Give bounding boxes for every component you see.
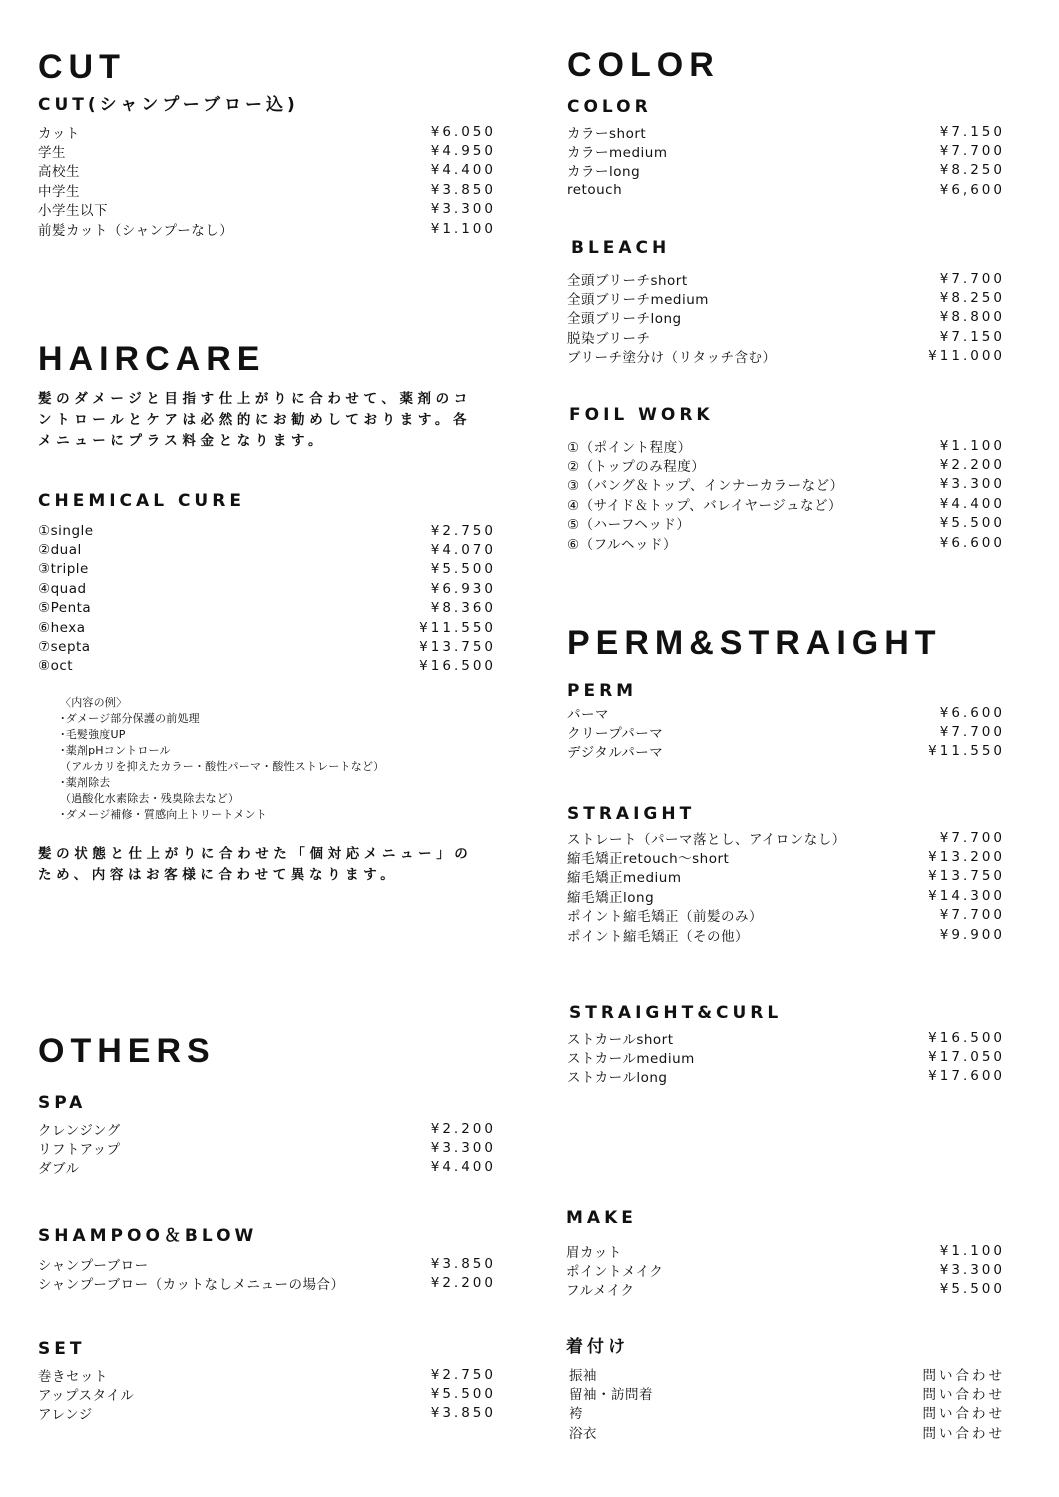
menu-item-name: ①single: [38, 522, 94, 539]
note-line: ･薬剤除去: [60, 776, 111, 789]
menu-item-price: ¥3.300: [430, 1140, 496, 1157]
menu-item-name: シャンプーブロー（カットなしメニューの場合）: [38, 1277, 345, 1294]
make-menu: [566, 1241, 1005, 1299]
note-line: （アルカリを抑えたカラー・酸性パーマ・酸性ストレートなど）: [60, 760, 385, 773]
menu-item-price: ¥7.150: [939, 328, 1005, 345]
menu-item: [569, 1422, 1005, 1441]
menu-item: [567, 514, 1005, 533]
menu-item: [567, 494, 1005, 513]
chemical-cure-heading: CHEMICAL CURE: [38, 491, 245, 511]
spa-menu: [38, 1119, 496, 1177]
menu-item-price: ¥1.100: [939, 437, 1005, 454]
menu-item-price: ¥7.700: [939, 724, 1005, 741]
menu-item-price: ¥17.600: [928, 1068, 1005, 1085]
cut-heading: CUT: [38, 48, 126, 86]
menu-item-name: 縮毛矯正retouch〜short: [567, 851, 730, 868]
menu-item-price: ¥8.800: [939, 309, 1005, 326]
menu-item: [38, 1158, 496, 1177]
menu-item-name: デジタルパーマ: [567, 745, 664, 762]
foil-work-menu: [567, 436, 1005, 552]
note-line: ･毛髪強度UP: [60, 728, 126, 741]
menu-item-name: 全頭ブリーチmedium: [567, 292, 709, 309]
menu-item: [38, 637, 496, 656]
menu-item-name: アレンジ: [38, 1407, 93, 1424]
menu-item: [567, 906, 1005, 925]
straight-menu: [567, 828, 1005, 944]
note-line: 〈内容の例〉: [60, 696, 128, 709]
menu-item-price: ¥2.750: [430, 522, 496, 539]
menu-item: [567, 455, 1005, 474]
menu-item-price: ¥11.550: [419, 619, 496, 636]
menu-item: [38, 1273, 496, 1292]
menu-item: [38, 1119, 496, 1138]
menu-item: [38, 521, 496, 540]
kitsuke-heading: 着付け: [566, 1337, 629, 1357]
menu-item-price: ¥2.750: [430, 1366, 496, 1383]
menu-item-price: ¥7.700: [939, 829, 1005, 846]
menu-item: [38, 579, 496, 598]
foil-work-heading: FOIL WORK: [569, 405, 714, 425]
menu-item: [38, 200, 496, 219]
menu-item-price: ¥13.750: [928, 868, 1005, 885]
menu-item: [38, 599, 496, 618]
menu-item-price: ¥6.050: [430, 123, 496, 140]
menu-item-price: ¥11.550: [928, 743, 1005, 760]
menu-item-name: ブリーチ塗分け（リタッチ含む）: [567, 350, 777, 367]
menu-item: [567, 269, 1005, 288]
menu-item-price: ¥13.750: [419, 639, 496, 656]
menu-item-name: 留袖・訪問着: [569, 1387, 653, 1404]
menu-item-price: 問い合わせ: [922, 1367, 1005, 1384]
menu-item-name: パーマ: [567, 706, 609, 723]
menu-item-name: 縮毛矯正medium: [567, 870, 682, 887]
perm-menu: [567, 703, 1005, 761]
menu-item-price: 問い合わせ: [922, 1387, 1005, 1404]
others-heading: OTHERS: [38, 1032, 216, 1070]
menu-item-name: カラーmedium: [567, 145, 668, 162]
menu-item: [567, 475, 1005, 494]
menu-item-name: 巻きセット: [38, 1368, 108, 1385]
menu-item-price: ¥6.600: [939, 704, 1005, 721]
menu-item-name: ストレート（パーマ落とし、アイロンなし）: [567, 831, 846, 848]
menu-item: [38, 560, 496, 579]
menu-item-price: ¥1.100: [939, 1242, 1005, 1259]
menu-item-price: ¥5.500: [430, 1386, 496, 1403]
menu-item: [567, 742, 1005, 761]
menu-item-price: ¥3.300: [939, 1262, 1005, 1279]
menu-item-price: ¥4.400: [430, 162, 496, 179]
note-line: ･薬剤pHコントロール: [60, 744, 171, 757]
menu-item: [567, 180, 1005, 199]
menu-item: [566, 1280, 1005, 1299]
menu-item-name: 振袖: [569, 1367, 597, 1384]
menu-item-price: ¥2.200: [430, 1120, 496, 1137]
menu-item-name: ストカールlong: [567, 1070, 668, 1087]
menu-item-price: ¥6,600: [939, 181, 1005, 198]
menu-item: [38, 1138, 496, 1157]
menu-item: [38, 1384, 496, 1403]
menu-item: [567, 288, 1005, 307]
perm-heading: PERM: [567, 681, 638, 701]
menu-item-price: ¥16.500: [928, 1029, 1005, 1046]
menu-item: [567, 327, 1005, 346]
menu-item: [567, 828, 1005, 847]
menu-item: [38, 141, 496, 160]
menu-item-name: 袴: [569, 1406, 583, 1423]
menu-item-name: ⑥（フルヘッド）: [567, 536, 678, 553]
menu-item: [567, 1028, 1005, 1047]
menu-item-price: ¥6.930: [430, 580, 496, 597]
menu-item-price: ¥13.200: [928, 849, 1005, 866]
haircare-heading: HAIRCARE: [38, 340, 266, 378]
menu-item-price: ¥9.900: [939, 926, 1005, 943]
menu-item-name: ③（バング＆トップ、インナーカラーなど）: [567, 478, 844, 495]
menu-item: [569, 1403, 1005, 1422]
note-line: ･ダメージ部分保護の前処理: [60, 712, 200, 725]
menu-item-name: 学生: [38, 145, 66, 162]
spa-heading: SPA: [38, 1093, 87, 1113]
menu-item-price: ¥2.200: [939, 457, 1005, 474]
set-menu: [38, 1365, 496, 1423]
menu-item-name: retouch: [567, 181, 623, 198]
menu-item: [566, 1241, 1005, 1260]
note-line: （過酸化水素除去・残臭除去など）: [60, 792, 240, 805]
menu-item-name: 浴衣: [569, 1425, 597, 1442]
chemical-cure-menu: [38, 521, 496, 676]
menu-item-name: ダブル: [38, 1161, 80, 1178]
haircare-notes: [60, 695, 384, 823]
menu-item-price: ¥7.700: [939, 270, 1005, 287]
menu-item-price: ¥1.100: [430, 220, 496, 237]
menu-item: [38, 657, 496, 676]
menu-item: [567, 161, 1005, 180]
note-line: ･ダメージ補修・質感向上トリートメント: [60, 808, 267, 821]
menu-item: [567, 308, 1005, 327]
menu-item-name: カラーlong: [567, 164, 641, 181]
menu-item: [38, 1254, 496, 1273]
menu-item-price: ¥14.300: [928, 887, 1005, 904]
menu-item-name: ①（ポイント程度）: [567, 439, 692, 456]
menu-item-price: ¥3.850: [430, 1255, 496, 1272]
menu-item: [38, 1365, 496, 1384]
menu-item: [567, 886, 1005, 905]
menu-item-price: ¥2.200: [430, 1275, 496, 1292]
menu-item: [569, 1364, 1005, 1383]
menu-item-name: ⑦septa: [38, 639, 91, 656]
menu-item-name: カット: [38, 125, 80, 142]
menu-item: [38, 161, 496, 180]
menu-item-price: ¥3.850: [430, 1405, 496, 1422]
menu-item-price: ¥7.700: [939, 143, 1005, 160]
menu-item-name: ⑤Penta: [38, 600, 92, 617]
menu-item-name: ⑧oct: [38, 658, 74, 675]
perm-straight-heading: PERM&STRAIGHT: [567, 624, 942, 662]
menu-item: [567, 141, 1005, 160]
menu-item-name: 縮毛矯正long: [567, 889, 655, 906]
menu-item-name: カラーshort: [567, 125, 647, 142]
menu-item-name: ②dual: [38, 542, 82, 559]
menu-item-price: ¥5.500: [939, 1281, 1005, 1298]
menu-item-name: 小学生以下: [38, 203, 108, 220]
menu-item-name: ⑥hexa: [38, 619, 86, 636]
color-subheading: COLOR: [567, 97, 652, 117]
menu-item-name: ポイントメイク: [566, 1264, 664, 1281]
menu-item-name: ストカールshort: [567, 1031, 674, 1048]
menu-item-price: ¥8.360: [430, 600, 496, 617]
menu-item: [567, 1067, 1005, 1086]
menu-item-price: ¥11.000: [928, 348, 1005, 365]
menu-item: [38, 122, 496, 141]
menu-item: [567, 1047, 1005, 1066]
color-heading: COLOR: [567, 46, 720, 84]
menu-item-price: ¥8.250: [939, 290, 1005, 307]
menu-item-name: 全頭ブリーチshort: [567, 272, 688, 289]
menu-item: [569, 1383, 1005, 1402]
menu-item-name: シャンプーブロー: [38, 1257, 149, 1274]
menu-item: [567, 703, 1005, 722]
menu-item-name: 脱染ブリーチ: [567, 330, 651, 347]
color-menu: [567, 122, 1005, 200]
menu-item: [567, 436, 1005, 455]
menu-item-name: 全頭ブリーチlong: [567, 311, 682, 328]
straight-heading: STRAIGHT: [567, 804, 696, 824]
menu-item-price: ¥3.300: [430, 201, 496, 218]
kitsuke-menu: [569, 1364, 1005, 1442]
menu-item-price: ¥6.600: [939, 534, 1005, 551]
menu-item-price: ¥8.250: [939, 162, 1005, 179]
menu-item: [38, 219, 496, 238]
menu-item-price: ¥3.300: [939, 476, 1005, 493]
make-heading: MAKE: [566, 1208, 637, 1228]
menu-item-name: アップスタイル: [38, 1388, 135, 1405]
bleach-heading: BLEACH: [571, 238, 671, 258]
menu-item: [567, 533, 1005, 552]
menu-item: [567, 867, 1005, 886]
menu-item: [566, 1260, 1005, 1279]
menu-item-name: ③triple: [38, 561, 89, 578]
menu-item-price: ¥17.050: [928, 1049, 1005, 1066]
menu-item: [567, 847, 1005, 866]
menu-item-name: ②（トップのみ程度）: [567, 459, 706, 476]
menu-item-price: ¥4.400: [430, 1159, 496, 1176]
menu-item-price: ¥4.070: [430, 542, 496, 559]
shampoo-blow-heading: SHAMPOO＆BLOW: [38, 1226, 258, 1246]
menu-item-price: ¥7.150: [939, 123, 1005, 140]
cut-menu: [38, 122, 496, 238]
menu-item: [567, 347, 1005, 366]
straight-curl-heading: STRAIGHT&CURL: [569, 1003, 783, 1023]
menu-item-name: 眉カット: [566, 1244, 622, 1261]
menu-item-name: 中学生: [38, 183, 80, 200]
haircare-intro: 髪のダメージと目指す仕上がりに合わせて、薬剤のコントロールとケアは必然的にお勧めしております。各メニューにプラス料金となります。: [38, 391, 472, 449]
haircare-footer: 髪の状態と仕上がりに合わせた「個対応メニュー」のため、内容はお客様に合わせて異なります。: [38, 846, 473, 883]
menu-item: [567, 722, 1005, 741]
menu-item-name: ④（サイド＆トップ、バレイヤージュなど）: [567, 497, 842, 514]
menu-item-price: ¥5.500: [430, 561, 496, 578]
menu-item-name: ポイント縮毛矯正（その他）: [567, 928, 749, 945]
menu-item-name: 高校生: [38, 164, 80, 181]
menu-item-name: クリープパーマ: [567, 726, 664, 743]
set-heading: SET: [38, 1339, 86, 1359]
menu-item-price: ¥16.500: [419, 658, 496, 675]
menu-item-name: フルメイク: [566, 1283, 635, 1300]
menu-item-name: リフトアップ: [38, 1142, 121, 1159]
menu-item-name: ⑤（ハーフヘッド）: [567, 517, 691, 534]
menu-item-price: 問い合わせ: [922, 1406, 1005, 1423]
menu-item-price: ¥5.500: [939, 515, 1005, 532]
menu-item: [38, 618, 496, 637]
straight-curl-menu: [567, 1028, 1005, 1086]
menu-item: [38, 180, 496, 199]
menu-item-name: ストカールmedium: [567, 1051, 695, 1068]
menu-item-price: 問い合わせ: [922, 1425, 1005, 1442]
menu-item: [38, 1404, 496, 1423]
menu-item-name: クレンジング: [38, 1122, 121, 1139]
menu-item: [38, 540, 496, 559]
cut-subheading: CUT(シャンプーブロー込): [38, 95, 299, 115]
menu-item-name: ポイント縮毛矯正（前髪のみ）: [567, 909, 763, 926]
menu-item: [567, 122, 1005, 141]
menu-item-price: ¥7.700: [939, 907, 1005, 924]
menu-item-price: ¥4.400: [939, 495, 1005, 512]
menu-item-price: ¥3.850: [430, 181, 496, 198]
menu-item-price: ¥4.950: [430, 143, 496, 160]
shampoo-blow-menu: [38, 1254, 496, 1293]
bleach-menu: [567, 269, 1005, 366]
menu-item: [567, 925, 1005, 944]
menu-item-name: 前髪カット（シャンプーなし）: [38, 222, 234, 239]
menu-item-name: ④quad: [38, 580, 87, 597]
